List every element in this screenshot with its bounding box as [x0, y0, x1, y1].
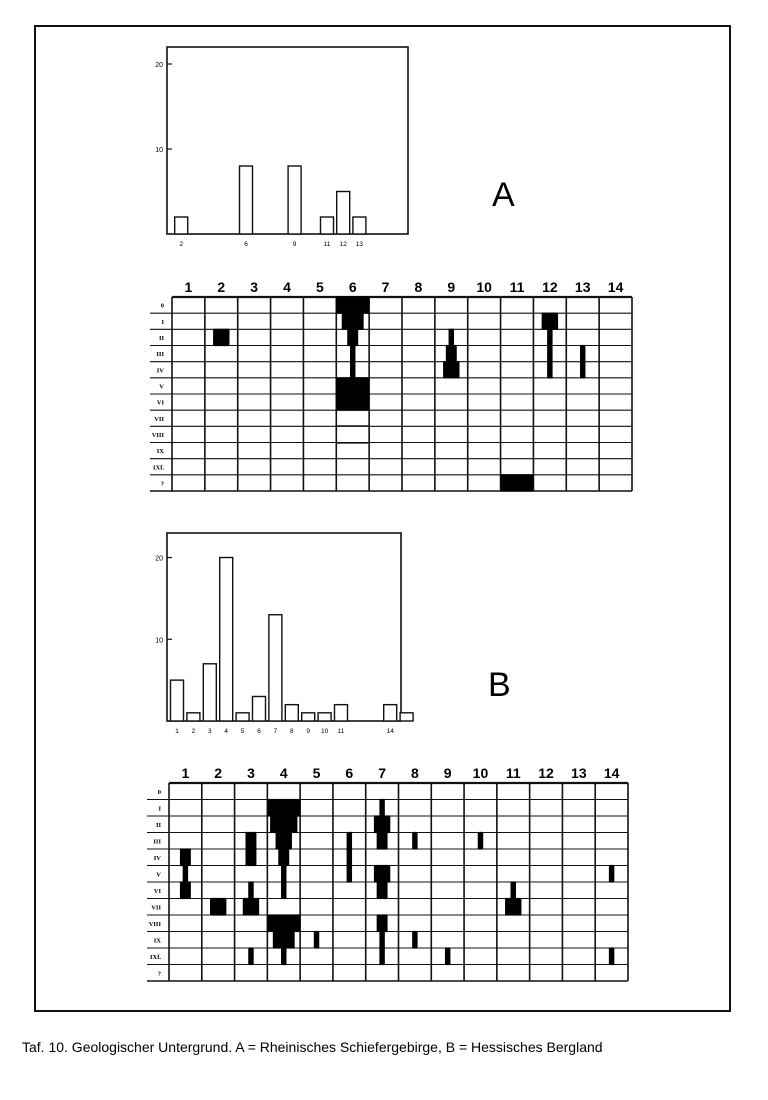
presence-mark [505, 881, 521, 915]
presence-segment [511, 881, 516, 899]
presence-segment [273, 931, 295, 949]
column-label: 7 [381, 279, 390, 295]
presence-segment [281, 865, 286, 883]
presence-mark [314, 931, 319, 949]
row-label: VII [151, 904, 161, 912]
presence-mark [609, 947, 614, 965]
panel-label-b: B [488, 666, 511, 704]
x-tick-label: 12 [339, 241, 347, 248]
column-label: 10 [476, 279, 492, 295]
presence-segment [374, 815, 390, 833]
y-tick-label: 20 [155, 62, 163, 69]
presence-segment [412, 832, 417, 850]
column-label: 11 [509, 279, 525, 295]
presence-mark [374, 799, 390, 850]
row-label: I [158, 805, 161, 813]
presence-segment [445, 947, 450, 965]
presence-segment [267, 914, 300, 932]
x-tick-label: 6 [257, 728, 261, 735]
presence-mark [374, 865, 390, 899]
presence-segment [267, 799, 300, 817]
row-label: ? [157, 970, 161, 978]
presence-segment [248, 881, 253, 899]
row-label: VII [154, 415, 164, 423]
presence-segment [281, 947, 286, 965]
y-tick-label: 20 [155, 555, 163, 563]
row-label: V [156, 871, 161, 879]
column-label: 13 [571, 765, 587, 781]
presence-segment [379, 947, 384, 965]
row-label: 0 [157, 788, 161, 796]
column-label: 5 [315, 279, 324, 295]
presence-segment [609, 947, 614, 965]
presence-segment [505, 898, 521, 916]
x-tick-label: 9 [292, 241, 297, 248]
row-label: III [153, 838, 161, 846]
presence-mark [445, 947, 450, 965]
row-label: VI [153, 887, 161, 895]
presence-segment [243, 898, 259, 916]
column-label: 7 [378, 765, 387, 781]
presence-mark [347, 832, 352, 883]
row-label: VIII [148, 920, 161, 928]
column-label: 12 [538, 765, 554, 781]
presence-mark [210, 898, 226, 916]
x-tick-label: 13 [355, 241, 364, 248]
presence-mark [609, 865, 614, 883]
row-label: IX [153, 937, 161, 945]
column-label: 8 [414, 279, 423, 295]
presence-segment [246, 832, 257, 850]
x-tick-label: 3 [207, 728, 212, 735]
presence-segment [347, 832, 352, 850]
presence-segment [377, 914, 388, 932]
presence-segment [246, 848, 257, 866]
row-label: II [155, 821, 161, 829]
row-label: III [156, 351, 164, 359]
x-tick-label: 9 [306, 728, 311, 735]
presence-segment [278, 848, 289, 866]
column-label: 8 [410, 765, 419, 781]
presence-segment [478, 832, 483, 850]
presence-segment [180, 848, 191, 866]
presence-segment [210, 898, 226, 916]
presence-mark [412, 832, 417, 850]
column-label: 1 [181, 765, 190, 781]
presence-mark [246, 832, 257, 866]
column-label: 11 [505, 765, 521, 781]
presence-mark [180, 848, 191, 899]
presence-mark [248, 947, 253, 965]
x-tick-label: 6 [244, 241, 248, 248]
y-tick-label: 10 [155, 147, 163, 154]
column-label: 3 [247, 765, 255, 781]
presence-segment [379, 799, 384, 817]
row-label: I [161, 318, 164, 326]
presence-segment [180, 881, 191, 899]
presence-segment [281, 881, 286, 899]
x-tick-label: 2 [179, 241, 184, 248]
x-tick-label: 14 [386, 728, 394, 735]
column-label: 3 [250, 279, 259, 295]
x-tick-label: 2 [191, 728, 196, 735]
row-label: 0 [160, 302, 164, 310]
x-tick-label: 10 [320, 728, 329, 735]
presence-segment [276, 832, 292, 850]
column-label: 9 [443, 765, 452, 781]
row-label: V [159, 383, 164, 391]
row-label: IXf. [149, 953, 161, 961]
row-label: IV [153, 854, 161, 862]
presence-segment [347, 865, 352, 883]
column-label: 2 [214, 765, 223, 781]
row-label: II [158, 334, 164, 342]
x-tick-label: 7 [273, 728, 278, 735]
presence-mark [478, 832, 483, 850]
column-label: 1 [184, 279, 193, 295]
column-label: 6 [348, 279, 357, 295]
x-tick-label: 11 [323, 241, 331, 248]
column-label: 4 [283, 279, 291, 295]
x-tick-label: 5 [240, 728, 245, 735]
column-label: 4 [279, 765, 288, 781]
presence-segment [183, 865, 188, 883]
presence-segment [248, 947, 253, 965]
y-tick-label: 10 [155, 637, 163, 645]
presence-mark [377, 914, 388, 965]
column-label: 12 [542, 279, 558, 295]
panel-label-a: A [492, 176, 515, 214]
column-label: 2 [217, 279, 226, 295]
presence-segment [379, 931, 384, 949]
column-label: 5 [312, 765, 321, 781]
column-label: 10 [472, 765, 489, 781]
row-label: VI [156, 399, 164, 407]
presence-segment [377, 881, 388, 899]
column-label: 14 [603, 765, 620, 781]
presence-mark [267, 914, 300, 965]
column-label: 6 [345, 765, 354, 781]
presence-segment [347, 848, 352, 866]
row-label: ? [160, 480, 164, 488]
column-label: 14 [607, 279, 624, 295]
presence-segment [374, 865, 390, 883]
presence-segment [314, 931, 319, 949]
column-label: 9 [447, 279, 456, 295]
presence-segment [270, 815, 297, 833]
column-label: 13 [574, 279, 591, 295]
presence-segment [609, 865, 614, 883]
row-label: IX [156, 448, 164, 456]
row-label: IXf. [152, 464, 164, 472]
x-tick-label: 11 [337, 728, 345, 735]
x-tick-label: 8 [289, 728, 294, 735]
presence-segment [377, 832, 388, 850]
figure-caption: Taf. 10. Geologischer Untergrund. A = Rheinisches Schiefergebirge, B = Hessisches Bergland [22, 1039, 603, 1055]
presence-mark [243, 881, 259, 915]
presence-mark [412, 931, 417, 949]
presence-segment [412, 931, 417, 949]
row-label: VIII [151, 431, 164, 439]
row-label: IV [156, 367, 164, 375]
x-tick-label: 1 [175, 728, 179, 735]
x-tick-label: 4 [224, 728, 229, 735]
